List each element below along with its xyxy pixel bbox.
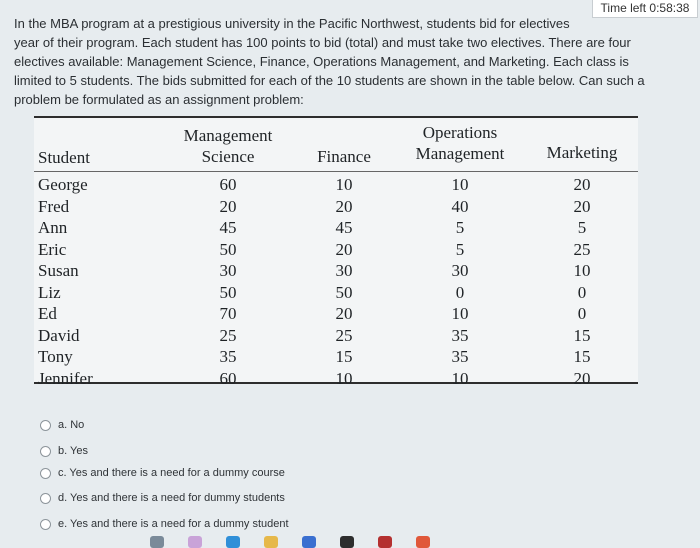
table-row [34, 196, 638, 217]
header-om-line2: Management [415, 144, 505, 163]
header-ms-line1: Management [183, 126, 273, 145]
cell-management-science: 50 [219, 239, 237, 259]
cell-finance: 15 [335, 347, 353, 366]
radio-icon[interactable] [40, 446, 51, 457]
cell-marketing: 10 [573, 261, 591, 280]
radio-icon[interactable] [40, 493, 51, 504]
student-name: Tony [38, 347, 73, 366]
app-icon-7[interactable] [378, 536, 392, 548]
student-name: Jennifer [38, 368, 93, 388]
radio-icon[interactable] [40, 420, 51, 431]
cell-operations-management: 5 [455, 239, 465, 259]
header-marketing: Marketing [546, 143, 618, 162]
option-label: d. Yes and there is a need for dummy students [58, 492, 285, 504]
cell-marketing: 0 [577, 282, 587, 302]
app-icon-1[interactable] [150, 536, 164, 548]
cell-marketing: 20 [573, 368, 591, 388]
student-name: Fred [38, 196, 70, 216]
radio-icon[interactable] [40, 519, 51, 530]
app-icon-6[interactable] [340, 536, 354, 548]
question-line: electives available: Management Science, Finance, Operations Management, and Marketing. Each class is [14, 54, 629, 69]
table-row [34, 239, 638, 260]
cell-marketing: 15 [573, 347, 591, 366]
cell-finance: 25 [335, 325, 353, 345]
cell-finance: 20 [335, 239, 353, 259]
table-row [34, 174, 638, 195]
cell-management-science: 25 [219, 325, 237, 345]
cell-marketing: 0 [577, 304, 587, 323]
option-label: a. No [58, 419, 85, 431]
table-row [34, 303, 638, 324]
cell-finance: 50 [335, 282, 353, 302]
app-icon-3[interactable] [226, 536, 240, 548]
cell-operations-management: 5 [455, 218, 465, 237]
cell-finance: 30 [335, 261, 353, 280]
cell-finance: 10 [335, 175, 353, 194]
taskbar [150, 530, 450, 548]
header-finance: Finance [317, 147, 371, 166]
student-name: David [38, 325, 80, 345]
table-row [34, 346, 638, 367]
cell-management-science: 35 [219, 347, 237, 366]
table-row [34, 368, 638, 389]
cell-finance: 20 [335, 304, 353, 323]
question-line: year of their program. Each student has 100 points to bid (total) and must take two electives. There are four [14, 35, 631, 50]
cell-operations-management: 10 [451, 304, 469, 323]
cell-marketing: 20 [573, 175, 591, 194]
header-management-science [168, 125, 288, 167]
cell-marketing: 25 [573, 239, 591, 259]
cell-management-science: 60 [219, 368, 237, 388]
cell-operations-management: 10 [451, 368, 469, 388]
app-icon-8[interactable] [416, 536, 430, 548]
option-b[interactable] [40, 442, 380, 460]
table-header-rule [34, 171, 638, 172]
timer-label: Time left 0:58:38 [600, 1, 690, 15]
header-operations-management [400, 122, 520, 164]
cell-finance: 10 [335, 368, 353, 388]
student-name: Liz [38, 282, 61, 302]
student-name: Susan [38, 261, 79, 280]
table-top-rule [34, 116, 638, 118]
cell-management-science: 45 [219, 218, 237, 237]
option-label: c. Yes and there is a need for a dummy course [58, 467, 285, 479]
cell-marketing: 20 [573, 196, 591, 216]
cell-management-science: 50 [219, 282, 237, 302]
header-student: Student [38, 148, 90, 167]
radio-icon[interactable] [40, 468, 51, 479]
student-name: Eric [38, 239, 67, 259]
cell-marketing: 5 [577, 218, 587, 237]
app-icon-5[interactable] [302, 536, 316, 548]
table-row [34, 260, 638, 281]
cell-marketing: 15 [573, 325, 591, 345]
question-text [14, 14, 686, 109]
cell-management-science: 30 [219, 261, 237, 280]
cell-operations-management: 40 [451, 196, 469, 216]
header-ms-line2: Science [201, 147, 255, 166]
option-label: b. Yes [58, 445, 88, 457]
question-line: limited to 5 students. The bids submitted for each of the 10 students are shown in the table below. Can such a [14, 73, 645, 88]
bids-table [34, 116, 638, 388]
student-name: Ann [38, 218, 68, 237]
question-line: In the MBA program at a prestigious university in the Pacific Northwest, students bid for electives [14, 16, 570, 31]
option-label: e. Yes and there is a need for a dummy student [58, 518, 289, 530]
app-icon-4[interactable] [264, 536, 278, 548]
header-om-line1: Operations [422, 123, 498, 142]
cell-operations-management: 35 [451, 325, 469, 345]
cell-management-science: 70 [219, 304, 237, 323]
student-name: George [38, 175, 88, 194]
cell-operations-management: 0 [455, 282, 465, 302]
cell-operations-management: 30 [451, 261, 469, 280]
table-row [34, 282, 638, 303]
cell-finance: 20 [335, 196, 353, 216]
cell-operations-management: 35 [451, 347, 469, 366]
question-line: problem be formulated as an assignment problem: [14, 92, 304, 107]
table-row [34, 217, 638, 238]
cell-operations-management: 10 [451, 175, 469, 194]
table-row [34, 325, 638, 346]
app-icon-2[interactable] [188, 536, 202, 548]
student-name: Ed [38, 304, 57, 323]
cell-management-science: 20 [219, 196, 237, 216]
cell-finance: 45 [335, 218, 353, 237]
option-c[interactable] [40, 464, 380, 482]
option-a[interactable] [40, 416, 380, 434]
cell-management-science: 60 [219, 175, 237, 194]
option-d[interactable] [40, 489, 380, 507]
